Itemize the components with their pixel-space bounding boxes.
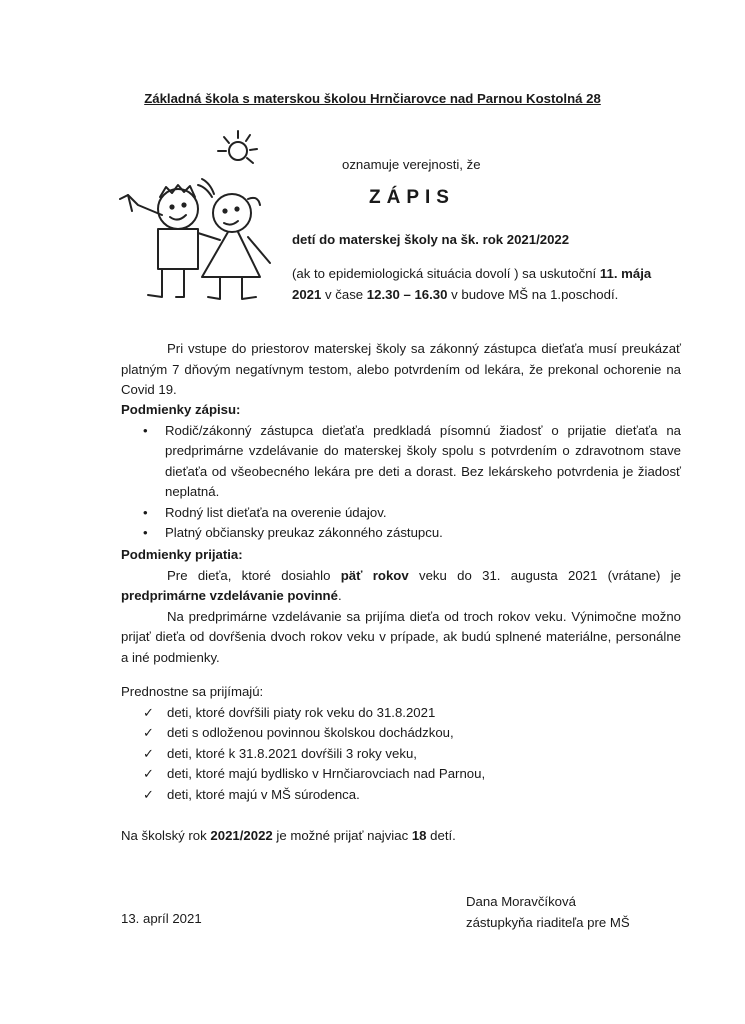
capacity-note: Na školský rok 2021/2022 je možné prijať najviac 18 detí. [121,828,456,843]
signature-name: Dana Moravčíková [466,894,576,909]
signature-role: zástupkyňa riaditeľa pre MŠ [466,915,630,930]
list-item: ✓ deti, ktoré k 31.8.2021 dovŕšili 3 roky veku, [121,744,681,765]
admission-paragraph-2: Na predprimárne vzdelávanie sa prijíma dieťa od troch rokov veku. Výnimočne možno prijať dieťa od dovŕšenia dvoch rokov veku v prípade, ak budú splnené materiálne, personálne a iné podmienky. [121,608,681,665]
admission-heading: Podmienky prijatia: [121,547,243,562]
list-item: ✓ deti, ktoré majú bydlisko v Hrnčiarovciach nad Parnou, [121,764,681,785]
announcement: (ak to epidemiologická situácia dovolí ) sa uskutoční 11. mája 2021 v čase 12.30 – 16.30 v budove MŠ na 1.poschodí. [292,266,652,302]
list-item: ✓ deti s odloženou povinnou školskou dochádzkou, [121,723,681,744]
document-date: 13. apríl 2021 [121,911,202,926]
conditions-section [121,400,681,544]
list-item: • Rodič/zákonný zástupca dieťaťa predkladá písomnú žiadosť o prijatie dieťaťa na predprimárne vzdelávanie do materskej školy spolu s potvrdením o zdravotnom stave dieťaťa od všeobecného lekára pre deti a dorast. Bez lekárskeho potvrdenia je žiadosť neplatná. [121,421,681,503]
priority-list [121,703,681,806]
list-item: • Platný občiansky preukaz zákonného zástupcu. [121,523,681,544]
conditions-heading: Podmienky zápisu: [121,402,241,417]
admission-paragraph-1: Pre dieťa, ktoré dosiahlo päť rokov veku do 31. augusta 2021 (vrátane) je predprimárne vzdelávanie povinné. [121,567,681,603]
list-item: ✓ deti, ktoré dovŕšili piaty rok veku do 31.8.2021 [121,703,681,724]
subtitle: detí do materskej školy na šk. rok 2021/2022 [292,232,570,247]
entry-paragraph: Pri vstupe do priestorov materskej školy sa zákonný zástupca dieťaťa musí preukázať platným 7 dňovým negatívnym testom, alebo potvrdením od lekára, že prekonal ochorenie na Covid 19. [121,341,681,397]
admission-section [121,545,681,668]
children-drawing-icon [110,125,280,305]
school-header: Základná škola s materskou školou Hrnčiarovce nad Parnou Kostolná 28 [144,91,601,106]
page-title: ZÁPIS [369,187,455,208]
list-item: • Rodný list dieťaťa na overenie údajov. [121,503,681,524]
signature-block [466,891,630,933]
priority-section [121,682,681,805]
conditions-list [121,421,681,544]
priority-heading: Prednostne sa prijímajú: [121,684,264,699]
list-item: ✓ deti, ktoré majú v MŠ súrodenca. [121,785,681,806]
intro-text: oznamuje verejnosti, že [342,157,481,172]
